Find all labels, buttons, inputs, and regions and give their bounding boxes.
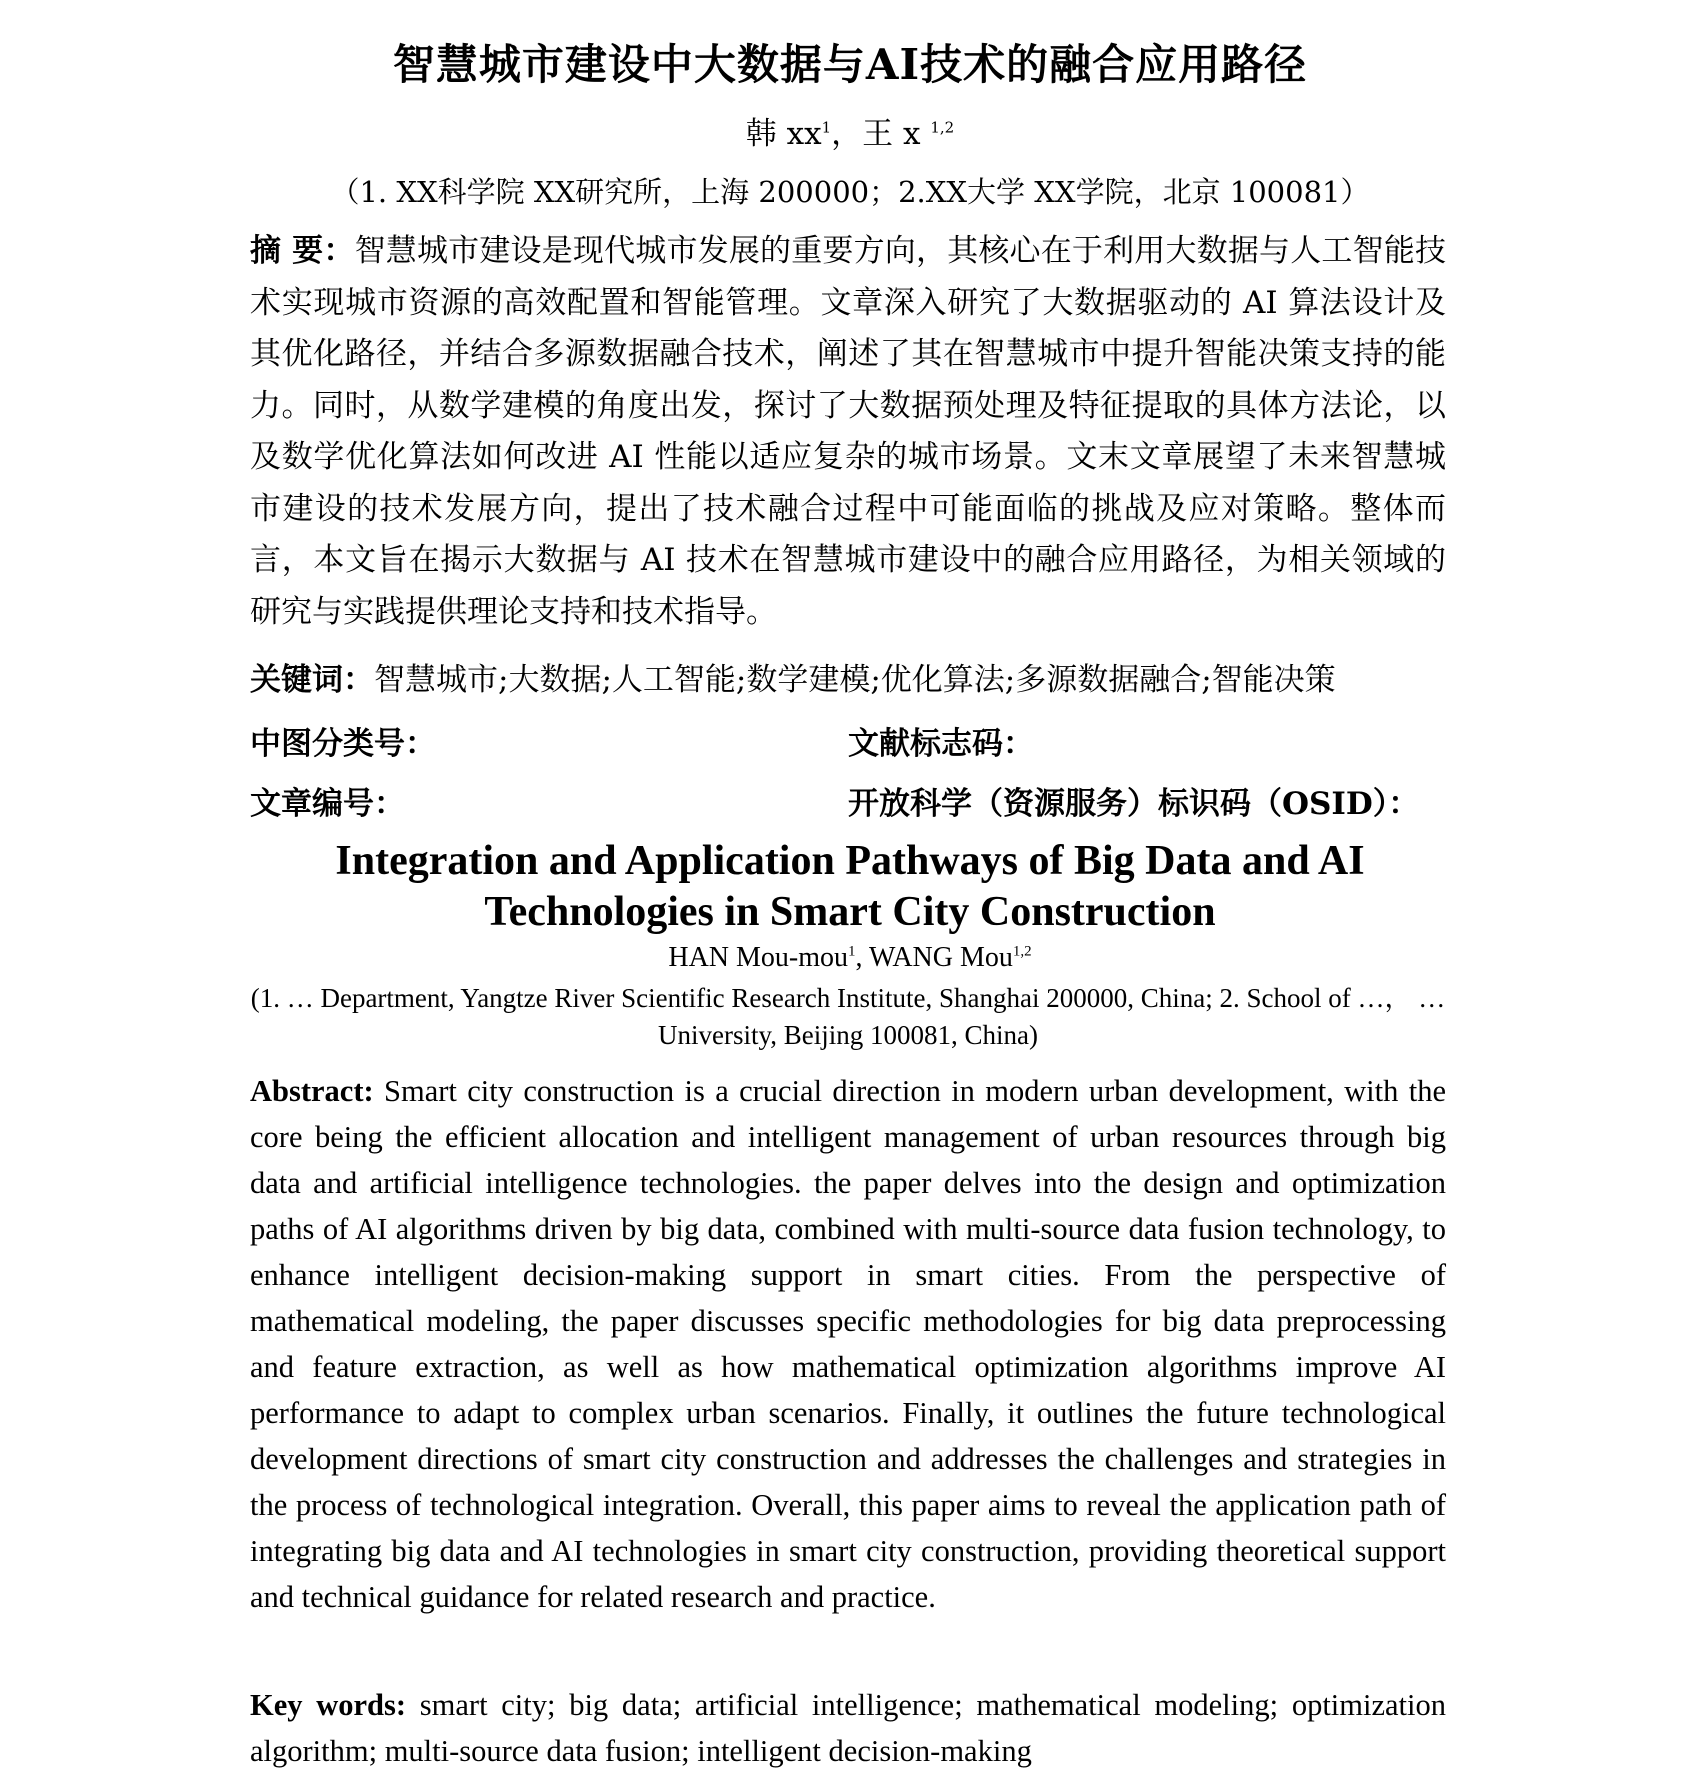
chinese-author-2: 王 x [862,116,921,152]
chinese-title: 智慧城市建设中大数据与AI技术的融合应用路径 [392,40,1308,89]
clc-label: 中图分类号： [250,726,436,762]
chinese-author-separator: ， [831,116,863,152]
chinese-keywords-label: 关键词： [250,662,374,698]
english-title [0,836,1700,938]
english-abstract-label: Abstract: [250,1074,374,1108]
english-author-2-affil: 1,2 [1012,943,1032,960]
document-code-label: 文献标志码： [848,726,1034,762]
chinese-abstract [250,226,1446,638]
chinese-authors [0,108,1700,153]
english-abstract-text: Smart city construction is a crucial direction in modern urban development, with the core being the efficient allocation and intelligent management of urban resources through big data and artificial intelligence technologies. the paper delves into the design and optimization paths of AI algorithms driven by big data, combined with multi-source data fusion technology, to enhance intelligent decision-making support in smart cities. From the perspective of mathematical modeling, the paper discusses specific methodologies for big data preprocessing and feature extraction, as well as how mathematical optimization algorithms improve AI performance to adapt to complex urban scenarios. Finally, it outlines the future technological development directions of smart city construction and addresses the challenges and strategies in the process of technological integration. Overall, this paper aims to reveal the application path of integrating big data and AI technologies in smart city construction, providing theoretical support and technical guidance for related research and practice. [250,1074,1447,1614]
english-author-1: HAN Mou-mou [668,942,849,973]
chinese-author-1-affil: 1 [821,118,832,137]
english-authors [0,942,1700,974]
english-author-2: WANG Mou [869,942,1013,973]
osid-label: 开放科学（资源服务）标识码（OSID）： [848,786,1420,822]
chinese-abstract-label: 摘 要： [250,233,355,269]
chinese-author-1: 韩 xx [745,116,822,152]
article-number-label: 文章编号： [250,786,405,822]
chinese-abstract-text: 智慧城市建设是现代城市发展的重要方向，其核心在于利用大数据与人工智能技术实现城市资源的高效配置和智能管理。文章深入研究了大数据驱动的 AI 算法设计及其优化路径，并结合多源数据融合技术，阐述了其在智慧城市中提升智能决策支持的能力。同时，从数学建模的角度出发，探讨了大数据预处理及特征提取的具体方法论，以及数学优化算法如何改进 AI 性能以适应复杂的城市场景。文末文章展望了未来智慧城市建设的技术发展方向，提出了技术融合过程中可能面临的挑战及应对策略。整体而言，本文旨在揭示大数据与 AI 技术在智慧城市建设中的融合应用路径，为相关领域的研究与实践提供理论支持和技术指导。 [250,233,1447,630]
english-keywords [250,1682,1446,1774]
english-abstract [250,1068,1446,1620]
english-author-separator: , [855,942,870,973]
english-title-line-2: Technologies in Smart City Construction [484,889,1216,935]
chinese-keywords-text: 智慧城市;大数据;人工智能;数学建模;优化算法;多源数据融合;智能决策 [374,662,1336,698]
english-keywords-text: smart city; big data; artificial intelligence; mathematical modeling; optimization algorithm; multi-source data fusion; intelligent decision-making [250,1688,1446,1768]
english-keywords-label: Key words: [250,1688,407,1722]
english-title-line-1: Integration and Application Pathways of Big Data and AI [335,838,1365,884]
chinese-keywords [250,658,1446,702]
metadata-row-1 [250,718,1446,763]
chinese-affiliation: （1. XX科学院 XX研究所，上海 200000；2.XX大学 XX学院，北京 100081） [330,175,1370,209]
chinese-author-2-affil: 1,2 [930,118,955,137]
english-affiliation: (1. … Department, Yangtze River Scientific Research Institute, Shanghai 200000, China; 2. School of …， … University, Beijing 100081, China) [250,983,1446,1050]
english-author-1-affil: 1 [848,943,856,960]
metadata-row-2 [250,778,1446,823]
